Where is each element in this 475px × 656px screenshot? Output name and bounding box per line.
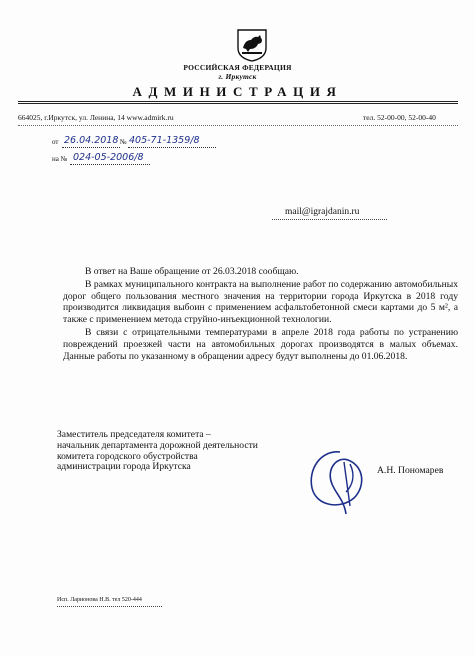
registration-to-number: 024-05-2006/8 <box>73 152 144 163</box>
letterhead-phone: тел. 52-00-00, 52-00-40 <box>363 113 436 122</box>
signatory-line-3: комитета городского обустройства <box>57 450 198 462</box>
letterhead-title: АДМИНИСТРАЦИЯ <box>132 84 343 99</box>
addressee-email: mail@igrajdanin.ru <box>285 207 360 217</box>
body-paragraph-1: В ответ на Ваше обращение от 26.03.2018 сообщаю. <box>85 266 299 277</box>
address-rule <box>18 125 458 126</box>
registration-to-label: на № <box>52 155 68 163</box>
signatory-line-1: Заместитель председателя комитета – <box>57 429 211 440</box>
signatory-name: А.Н. Пономарев <box>377 465 444 476</box>
signatory-position <box>57 430 307 473</box>
letterhead-country: РОССИЙСКАЯ ФЕДЕРАЦИЯ <box>183 63 292 72</box>
executor-info: Исп. Ларионова Н.В. тел 520-444 <box>57 597 142 603</box>
letter-body <box>63 266 458 363</box>
letterhead-city: г. Иркутск <box>218 72 257 81</box>
addressee-email-line <box>272 219 387 220</box>
executor-line <box>57 606 162 607</box>
city-coat-of-arms-icon <box>236 28 268 62</box>
letterhead-address: 664025, г.Иркутск, ул. Ленина, 14 www.admirk.ru <box>18 113 174 122</box>
handwritten-signature <box>300 440 380 520</box>
body-paragraph-3: В связи с отрицательными температурами в апреле 2018 года работы по устранению повреждений проезжей части на автомобильных дорогах производятся в малых объемах. Данные работы по указанному в обращении адресу будут выполнены до 01.06.2018. <box>63 326 458 362</box>
signatory-line-4: администрации города Иркутска <box>57 461 191 473</box>
body-paragraph-2: В рамках муниципального контракта на выполнение работ по содержанию автомобильных дорог общего пользования местного значения на территории города Иркутска в 2018 году производится ликвидация выбоин с применением асфальтобетонной смеси картами до 5 м², а также с применением метода струйно-инъекционной технологии. <box>63 278 458 326</box>
registration-date-line <box>62 147 120 148</box>
registration-number-label: № <box>120 138 127 146</box>
registration-date: 26.04.2018 <box>64 135 119 146</box>
header-rule-thick <box>18 101 458 102</box>
registration-number: 405-71-1359/8 <box>129 135 200 146</box>
registration-number-line <box>128 147 216 148</box>
registration-from-label: от <box>52 138 59 146</box>
registration-to-line <box>70 164 150 165</box>
signatory-line-2: начальник департамента дорожной деятельности <box>57 439 258 451</box>
header-rule-thin <box>18 103 458 104</box>
